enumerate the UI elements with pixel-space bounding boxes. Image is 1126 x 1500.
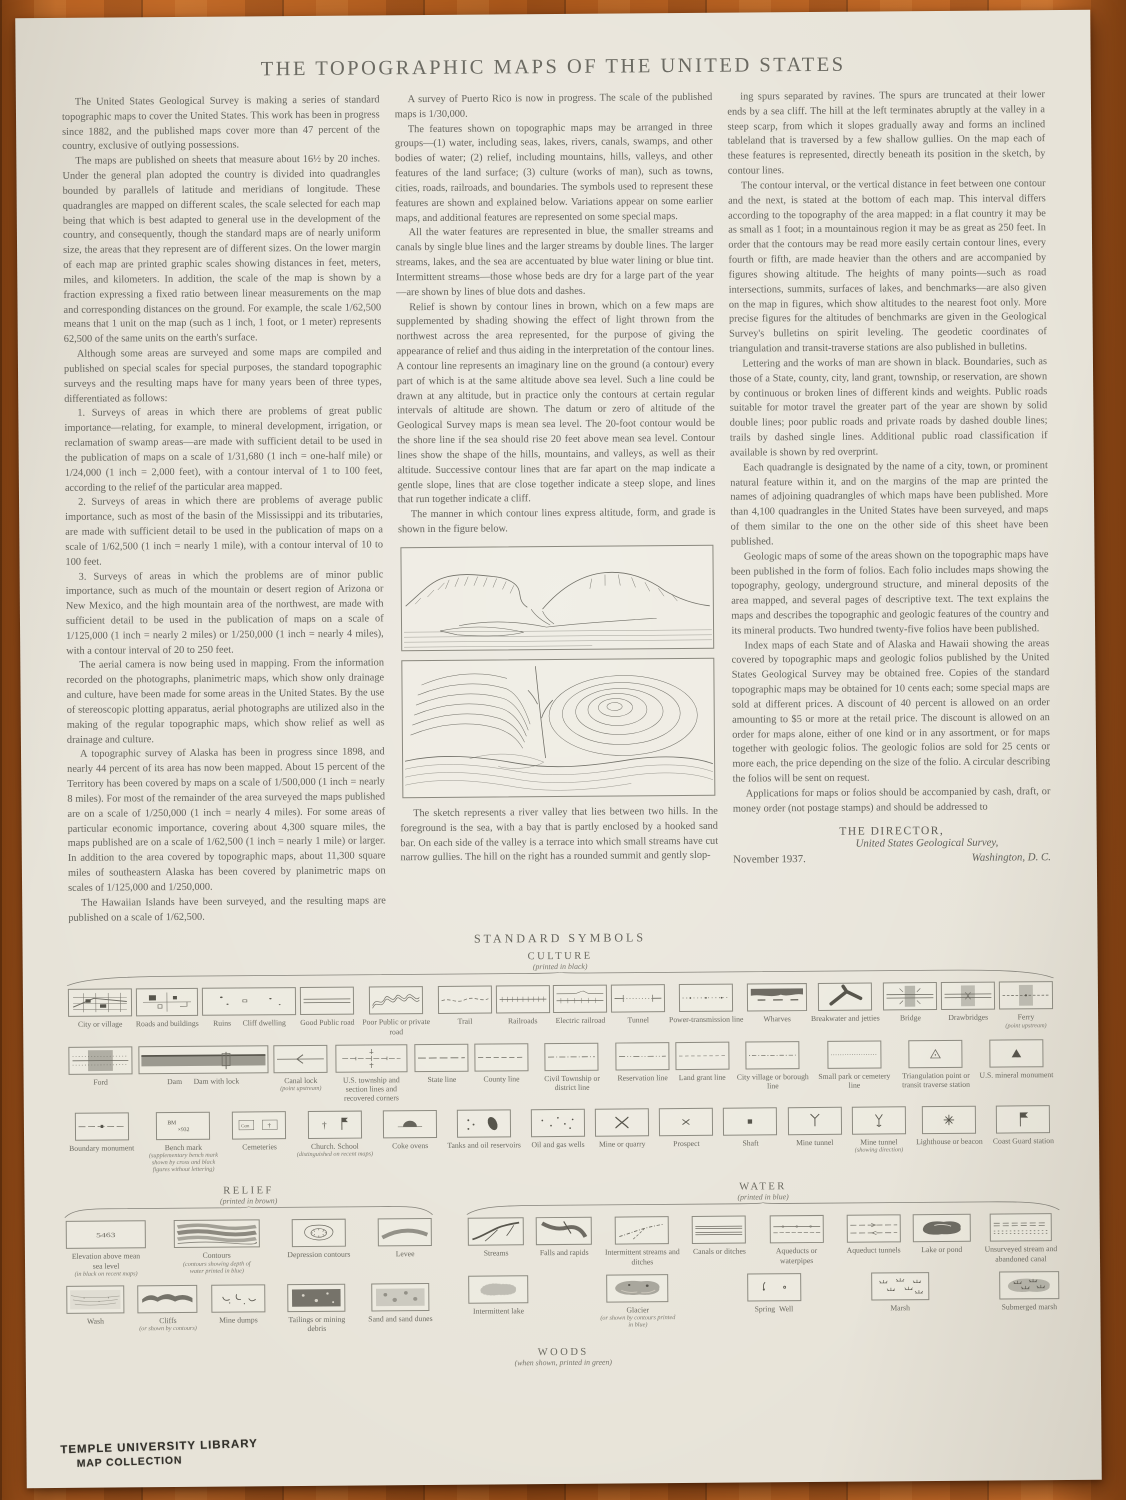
woods-section-subtitle: (when shown, printed in green)	[514, 1357, 613, 1368]
symbol-label: Railroads	[507, 1016, 538, 1026]
text-columns	[16, 88, 1097, 927]
symbol-cell	[535, 1217, 593, 1258]
symbol-label: Land grant line	[678, 1072, 726, 1082]
symbol-label: Mine or quarry	[598, 1139, 646, 1149]
symbol-cell	[278, 1283, 356, 1333]
valley-sketch-figure	[400, 545, 714, 651]
triangle-open-icon	[909, 1039, 963, 1067]
relief-water-sections	[24, 1174, 1100, 1343]
paragraph: 2. Surveys of areas in which there are problems of average public importance, such as most of the basin of the Mississippi and its tributaries, are made with sufficient detail to be used in the publication of maps on a scale of 1/62,500 (1 inch = nearly 1 mile), with a contour interval of 10 to 100 feet.	[65, 494, 384, 568]
symbol-label: Contours	[202, 1251, 231, 1261]
prospect-icon	[659, 1108, 713, 1136]
symbol-note: (distinguished on recent maps)	[296, 1150, 374, 1159]
symbol-cell	[272, 1044, 328, 1092]
ruins-dots-icon	[202, 988, 296, 1017]
cliffs-icon	[138, 1285, 198, 1313]
paragraph: The sketch represents a river valley that lies between two hills. In the foreground is the sea, with a bay that is partly enclosed by a hooked sand bar. On each side of the valley is a terrace into which small streams have cut narrow gullies. The hill on the right has a rounded summit and gently slop-	[400, 805, 719, 864]
aqueduct-tunnel-icon	[846, 1215, 900, 1243]
symbol-cell	[137, 1045, 269, 1086]
symbol-label: Sand and sand dunes	[368, 1313, 433, 1324]
symbol-note: (or shown by contours printed in blue)	[600, 1313, 676, 1329]
symbol-cell	[786, 1107, 842, 1148]
paragraph: ing spurs separated by ravines. The spurs are truncated at their lower ends by a sea cliff. The hill at the left terminates abruptly at the valley in a steep scarp, from which it slopes gradually away and forms an inclined tableland that is traversed by a few shallow gullies. On the map each of these features is represented, directly beneath its position in the sketch, by contour lines.	[727, 89, 1046, 177]
buildings-icon	[136, 988, 198, 1016]
symbol-cell	[552, 985, 608, 1026]
paragraph: The manner in which contour lines express altitude, form, and grade is shown in the figure below.	[397, 506, 716, 536]
dashdotdot-line-icon	[615, 1042, 669, 1070]
paragraph: Lettering and the works of man are shown in black. Boundaries, such as those of a State, county, city, land grant, township, or reservation, are shown by continuous or broken lines of different kinds and weights. Public roads suitable for motor travel the greater part of the year are shown by solid double lines; poor public roads and private roads by dashed double lines; trails by dashed single lines. Additional public road classification if available is shown by red overprint.	[729, 356, 1048, 459]
culture-section	[23, 947, 1100, 1174]
symbol-cell	[734, 1041, 812, 1091]
symbol-label: Lighthouse or beacon	[916, 1136, 983, 1147]
director-name: THE DIRECTOR,	[839, 824, 945, 838]
paragraph: Applications for maps or folios should be accompanied by cash, draft, or money order (not postage stamps) and should be addressed to	[732, 786, 1051, 815]
symbol-label: Bridge	[899, 1013, 921, 1023]
symbol-label: Electric railroad	[555, 1016, 606, 1026]
railroad-icon	[495, 986, 549, 1014]
svg-text:×932: ×932	[178, 1126, 190, 1134]
symbol-label: State line	[427, 1074, 457, 1084]
symbol-cell	[414, 1043, 470, 1084]
mine-dumps-icon	[211, 1284, 265, 1312]
place-line: Washington, D. C.	[971, 850, 1051, 864]
symbol-cell	[594, 1108, 650, 1149]
boundary-monument-icon	[74, 1112, 128, 1140]
contours-shaded-icon	[173, 1220, 259, 1249]
coke-ovens-icon	[383, 1110, 437, 1138]
symbol-cell	[467, 1218, 525, 1259]
dam-icon	[138, 1045, 268, 1074]
symbol-label: Prospect	[673, 1138, 700, 1148]
intermit-streams-icon	[615, 1217, 669, 1245]
symbol-label: Mine tunnel	[796, 1137, 834, 1148]
symbol-cell	[446, 1109, 522, 1150]
elevation-number-icon	[66, 1221, 146, 1250]
date-place-line	[733, 851, 1051, 865]
woods-section-title: WOODS	[537, 1346, 589, 1359]
symbol-cell	[845, 1215, 901, 1256]
symbol-cell	[882, 983, 938, 1024]
symbol-label: Power-transmission line	[669, 1015, 744, 1025]
text-column-2	[395, 91, 719, 924]
sand-dunes-icon	[371, 1283, 429, 1311]
text-column-3	[727, 88, 1051, 921]
symbol-cell	[231, 1111, 287, 1152]
symbol-note: (or shown by contours)	[139, 1324, 197, 1333]
symbol-cell	[143, 1112, 223, 1174]
paragraph: The United States Geological Survey is making a series of standard topographic maps to cover the United States. This work has been in progress since 1882, and the published maps cover more than 47 percent of the country, exclusive of outlying possessions.	[61, 94, 380, 153]
symbol-cell	[998, 1271, 1060, 1312]
section-lines-icon	[335, 1044, 407, 1073]
culture-section-subtitle: (printed in black)	[532, 961, 588, 972]
brace-icon	[65, 1205, 433, 1218]
ford-icon	[68, 1046, 132, 1075]
page-title: THE TOPOGRAPHIC MAPS OF THE UNITED STATES	[260, 53, 846, 81]
symbol-label: Church. School	[310, 1141, 359, 1151]
symbol-cell	[210, 1284, 266, 1325]
paragraph: A survey of Puerto Rico is now in progress. The scale of the published maps is 1/30,000.	[394, 91, 713, 121]
symbol-note: (in black on recent maps)	[74, 1269, 138, 1278]
symbol-cell	[870, 1272, 930, 1313]
lighthouse-icon	[922, 1106, 976, 1134]
tanks-icon	[457, 1109, 511, 1137]
aqueduct-icon	[769, 1215, 823, 1243]
symbol-cell	[67, 1046, 133, 1087]
water-section-subtitle: (printed in blue)	[737, 1192, 789, 1202]
symbol-row	[67, 982, 1054, 1039]
symbol-label: U.S. township and section lines and recovered corners	[342, 1074, 400, 1103]
symbol-label: Shaft	[742, 1138, 759, 1148]
stamp-line-2: MAP COLLECTION	[76, 1454, 183, 1470]
symbol-cell	[295, 1110, 374, 1158]
symbol-label: Civil Township or district line	[544, 1073, 600, 1092]
fine-dot-line-icon	[827, 1040, 881, 1068]
wharves-icon	[747, 984, 807, 1012]
mine-tunnel-icon	[787, 1107, 841, 1135]
symbol-label: Good Public road	[300, 1018, 355, 1028]
symbol-cell	[982, 1214, 1060, 1264]
symbol-cell	[172, 1220, 260, 1275]
library-stamp	[60, 1438, 258, 1470]
symbol-cell	[533, 1042, 611, 1092]
svg-text:†: †	[268, 1122, 272, 1130]
symbol-label: Oil and gas wells	[531, 1139, 585, 1150]
symbol-cell	[722, 1107, 778, 1148]
survey-name: United States Geological Survey,	[855, 836, 999, 850]
symbol-cell	[998, 982, 1054, 1030]
unsurveyed-icon	[990, 1214, 1052, 1242]
symbol-label: Roads and buildings	[135, 1019, 199, 1029]
symbol-label: Tanks and oil reservoirs	[447, 1140, 521, 1150]
symbol-cell	[668, 984, 745, 1025]
symbol-note: (supplementary bench mark shown by cross and black figures without lettering)	[148, 1151, 219, 1174]
symbol-label: Streams	[483, 1248, 509, 1259]
symbol-label: Drawbridges	[948, 1013, 989, 1023]
symbol-row	[65, 1283, 434, 1335]
svg-text:†: †	[321, 1121, 327, 1132]
paragraph: The contour interval, or the vertical distance in feet between one contour and the next, is stated at the bottom of each map. This interval differs according to the topography of the area mapped: in a flat country it may be as small as 1 foot; in a mountainous region it may be as great as 250 feet. In order that the contours may be read more easily certain contour lines, every fourth or fifth, are made heavier than the others and are accompanied by figures showing altitude. The heights of many points—such as road intersections, summits, surfaces of lakes, and benchmarks—are also given on the map in figures, which show altitudes to the nearest foot only. More precise figures for the altitudes of benchmarks are given in the Geological Survey's bulletins on spirit leveling. The geodetic coordinates of triangulation and transit-traverse stations are also published in bulletins.	[728, 178, 1047, 355]
symbol-row	[467, 1214, 1060, 1268]
paragraph: The maps are published on sheets that measure about 16½ by 20 inches. Under the general plan adopted the country is divided into quadrangles bounded by parallels of latitude and meridians of longitude. These quadrangles are mapped on different scales, the scale selected for each map being that which is best adapted to general use in the development of the country, and consequently, though the standard maps are of nearly uniform size, the areas that they represent are of different sizes. On the lower margin of each map are printed graphic scales showing distances in feet, meters, miles, and kilometers. In addition, the scale of the map is shown by a fraction expressing a fixed ratio between linear measurements on the map and corresponding distances on the ground. For example, the scale 1/62,500 means that 1 unit on the map (such as 1 inch, 1 foot, or 1 meter) represents 62,500 of the same units on the earth's surface.	[62, 153, 382, 346]
symbol-cell	[940, 982, 996, 1023]
woods-heading	[26, 1343, 1101, 1372]
date-line: November 1937.	[733, 852, 806, 866]
symbol-label: Small park or cemetery line	[818, 1071, 891, 1090]
symbol-cell	[851, 1106, 907, 1154]
symbol-label: Cemeteries	[242, 1142, 277, 1152]
symbol-note: (point upstream)	[1005, 1021, 1047, 1030]
symbol-cell	[757, 1215, 835, 1265]
drawbridge-icon	[941, 982, 995, 1010]
symbol-label: Aqueduct tunnels	[846, 1245, 901, 1256]
symbol-cell	[473, 1043, 529, 1084]
symbol-label: Mine tunnel	[860, 1137, 898, 1147]
symbol-cell	[597, 1274, 677, 1329]
symbol-label: Aqueducts or waterpipes	[775, 1246, 818, 1265]
symbol-label: Tunnel	[627, 1015, 650, 1025]
symbol-cell	[911, 1214, 971, 1255]
symbol-cell	[201, 988, 297, 1029]
symbol-label: Submerged marsh	[1001, 1301, 1058, 1312]
symbol-label: Reservation line	[617, 1072, 668, 1083]
symbol-label: Ruins Cliff dwelling	[213, 1018, 286, 1029]
trail-line-icon	[438, 986, 492, 1014]
paragraph: The Hawaiian Islands have been surveyed, and the resulting maps are published on a scale of 1/62,500.	[68, 895, 386, 924]
symbol-cell	[467, 1275, 529, 1316]
symbol-label: Dam Dam with lock	[167, 1076, 240, 1086]
stamp-line-1: TEMPLE UNIVERSITY LIBRARY	[60, 1437, 258, 1457]
symbol-cell	[614, 1042, 670, 1083]
symbol-cell	[746, 1273, 802, 1314]
symbol-label: Ford	[93, 1077, 108, 1087]
symbol-cell	[357, 986, 435, 1036]
text-column-1	[62, 93, 386, 926]
symbol-cell	[992, 1105, 1055, 1146]
paragraph: Index maps of each State and of Alaska and Hawaii showing the areas covered by topographic maps and geologic folios published by the United States Geological Survey may be obtained free. Copies of the standard topographic maps may be obtained for 10 cents each; some special maps are sold at different prices. A discount of 40 percent is allowed on an order amounting to $5 or more at the retail price. The discount is allowed on an order for maps alone, either of one kind or in any assortment, or for maps together with geologic folios. The geologic folios are sold for 25 cents or more each, the price depending on the size of the folio. A circular describing the folios will be sent on request.	[731, 637, 1051, 785]
symbol-cell	[897, 1039, 975, 1089]
paragraph: Although some areas are surveyed and some maps are compiled and published on special scales for special purposes, the standard topographic surveys and the resulting maps have for many years been of three types, differentiated as follows:	[63, 346, 382, 405]
symbol-cell	[746, 984, 808, 1025]
dot-dash-line-icon	[746, 1041, 800, 1069]
bench-mark-icon	[156, 1112, 210, 1140]
symbol-label: Wash	[86, 1316, 104, 1326]
county-line-icon	[474, 1043, 528, 1071]
oil-wells-icon	[531, 1109, 585, 1137]
state-line-icon	[415, 1043, 469, 1071]
canal-lock-icon	[273, 1044, 327, 1072]
triangle-filled-icon	[989, 1039, 1043, 1067]
depression-contours-icon	[292, 1219, 346, 1247]
symbol-label: Marsh	[890, 1302, 911, 1313]
symbol-label: Trail	[457, 1017, 473, 1027]
cemeteries-icon	[232, 1111, 286, 1139]
bridge-icon	[883, 983, 937, 1011]
symbol-label: Depression contours	[287, 1250, 351, 1260]
paragraph: Each quadrangle is designated by the name of a city, town, or prominent natural feature within it, and on the margins of the map are printed the names of adjoining quadrangles of which maps have been published. More than 4,100 quadrangles in the United States have been surveyed, and maps of them similar to the one on the other side of this sheet have been published.	[730, 459, 1049, 548]
symbol-row	[65, 1218, 434, 1277]
symbol-cell	[68, 1112, 135, 1153]
paragraph: A topographic survey of Alaska has been in progress since 1898, and nearly 44 percent of its area has now been mapped. About 15 percent of the Territory has been covered by maps on a scale of 1/500,000 (1 inch = nearly 8 miles). For most of the remainder of the area surveyed the maps published are on a scale of 1/250,000 (1 inch = nearly 4 miles). For some areas of particular economic importance, covering about 4,300 square miles, the maps published are on a scale of 1/62,500 (1 inch = nearly 1 mile) or larger. In addition to the area covered by topographic maps, about 11,300 square miles of southeastern Alaska has been covered by planimetric maps on scales of 1/125,000 and 1/250,000.	[67, 746, 386, 894]
symbol-label: Boundary monument	[69, 1143, 135, 1153]
symbol-label: Poor Public or private road	[362, 1017, 431, 1036]
symbol-cell	[67, 989, 133, 1030]
submerged-marsh-icon	[999, 1271, 1059, 1299]
church-school-icon	[308, 1110, 362, 1138]
electric-railroad-icon	[553, 985, 607, 1013]
relief-section-subtitle: (printed in brown)	[219, 1196, 278, 1206]
shaft-icon	[723, 1107, 777, 1135]
svg-text:BM: BM	[167, 1120, 177, 1127]
paragraph: All the water features are represented in blue, the smaller streams and canals by single blue lines and the larger streams by double lines. The larger streams, lakes, and the sea are accentuated by blue water lining or blue tint. Intermittent streams—those whose beds are dry for a large part of the year—are shown by lines of blue dots and dashes.	[395, 225, 714, 299]
symbol-label: City or village	[77, 1019, 123, 1030]
levee-icon	[378, 1218, 432, 1246]
symbol-label: Mine dumps	[219, 1315, 258, 1325]
symbol-label: Unsurveyed stream and abandoned canal	[984, 1244, 1058, 1264]
symbol-label: Breakwater and jetties	[810, 1013, 880, 1024]
tailings-icon	[288, 1283, 346, 1311]
dashdot-line-icon	[545, 1042, 599, 1070]
lake-icon	[912, 1214, 970, 1242]
symbol-cell	[377, 1218, 433, 1259]
symbol-label: Spring Well	[754, 1303, 794, 1314]
symbol-cell	[137, 1285, 199, 1333]
symbol-cell	[286, 1219, 351, 1260]
symbol-cell	[691, 1216, 747, 1257]
symbol-cell	[978, 1039, 1054, 1080]
symbol-cell	[915, 1106, 984, 1147]
symbol-label: Ferry	[1017, 1012, 1035, 1022]
symbol-label: Wharves	[763, 1014, 791, 1024]
paragraph: The aerial camera is now being used in mapping. From the information recorded on the photographs, planimetric maps, which show only drainage and culture, have been made for some areas in the United States. By the use of stereoscopic plotting apparatus, aerial photographs are utilized also in the making of the regular topographic maps, which show relief as well as drainage and culture.	[66, 657, 385, 746]
culture-section-title: CULTURE	[527, 951, 593, 963]
symbol-note: (point upstream)	[280, 1084, 322, 1092]
symbol-cell	[674, 1041, 730, 1082]
mine-quarry-icon	[595, 1108, 649, 1136]
symbol-cell	[494, 986, 550, 1027]
ferry-icon	[999, 982, 1053, 1010]
symbol-cell	[658, 1108, 714, 1149]
svg-text:5463: 5463	[96, 1232, 116, 1240]
symbol-cell	[437, 986, 493, 1027]
symbol-label: Intermittent lake	[472, 1305, 525, 1316]
symbol-cell	[135, 988, 200, 1029]
symbol-label: U.S. mineral monument	[979, 1069, 1054, 1080]
symbol-cell	[332, 1044, 410, 1103]
paragraph: The features shown on topographic maps may be arranged in three groups—(1) water, including seas, lakes, rivers, canals, swamps, and other bodies of water; (2) relief, including mountains, hills, valleys, and other features of the land surface; (3) culture (works of man), such as towns, cities, roads, railroads, and boundaries. The symbols used to represent these features are shown and explained below. Variations appear on some earlier maps, and additional features are represented on some special maps.	[394, 121, 714, 224]
symbol-label: Bench mark	[164, 1142, 203, 1152]
city-map-icon	[68, 989, 132, 1018]
symbol-cell	[530, 1109, 586, 1150]
symbol-note: (showing direction)	[854, 1146, 904, 1154]
marsh-icon	[871, 1272, 929, 1300]
paragraph: Geologic maps of some of the areas shown on the topographic maps have been published in the form of folios. Each folio includes maps showing the topography, geology, underground structure, and mineral deposits of the area mapped, and several pages of descriptive text. The text explains the maps and describes the topographic and geologic features of the country and its mineral products. Two hundred twenty-five folios have been published.	[730, 548, 1050, 637]
water-section-title: WATER	[739, 1181, 787, 1193]
symbol-cell	[382, 1110, 438, 1151]
symbol-row	[68, 1105, 1055, 1174]
double-line-icon	[300, 987, 354, 1015]
symbol-cell	[65, 1285, 125, 1326]
wavy-road-icon	[369, 987, 423, 1015]
symbol-label: Canal lock	[284, 1075, 318, 1085]
standard-symbols-heading: STANDARD SYMBOLS	[473, 930, 647, 947]
glacier-icon	[606, 1274, 668, 1302]
tunnel-icon	[611, 985, 665, 1013]
canal-lines-icon	[692, 1216, 746, 1244]
water-section	[467, 1174, 1061, 1339]
symbol-cell	[603, 1216, 681, 1266]
symbol-label: Coast Guard station	[992, 1135, 1054, 1146]
falls-icon	[536, 1217, 592, 1245]
symbol-cell	[299, 987, 356, 1028]
symbol-label: Levee	[395, 1249, 415, 1259]
symbol-label: Triangulation point or transit traverse station	[902, 1070, 970, 1090]
relief-section	[64, 1179, 433, 1342]
contour-map-figure	[401, 658, 716, 798]
symbol-label: Lake or pond	[921, 1245, 963, 1255]
symbol-label: County line	[483, 1073, 520, 1084]
symbol-label: Intermittent streams and ditches	[604, 1247, 680, 1266]
symbol-cell	[610, 985, 666, 1026]
paragraph: 3. Surveys of areas in which the problems are of minor public importance, such as much of the mountain or desert region of Arizona or New Mexico, and the high mountain area of the northwest, are made with sufficient detail to be used in the publication of maps on a scale of 1/125,000 (1 inch = nearly 2 miles) or 1/250,000 (1 inch = nearly 4 miles), with a contour interval of 20 to 250 feet.	[65, 568, 384, 657]
symbol-cell	[815, 1040, 893, 1090]
streams-icon	[468, 1218, 524, 1246]
intermit-lake-icon	[468, 1275, 528, 1303]
symbol-label: Glacier	[626, 1304, 650, 1315]
symbol-label: Falls and rapids	[539, 1248, 589, 1258]
relief-section-title: RELIEF	[223, 1185, 274, 1197]
paper-sheet	[15, 10, 1102, 1488]
paragraph: Relief is shown by contour lines in brown, which on a few maps are supplemented by shading showing the effect of light thrown from the northwest across the area represented, for the purpose of giving the appearance of relief and thus aiding in the interpretation of the contour lines. A contour line represents an imaginary line on the ground (a contour) every part of which is at the same altitude above sea level. Such a line could be drawn at any altitude, but in practice only the contours at certain regular intervals of altitude are shown. The datum or zero of altitude of the Geological Survey maps is mean sea level. The 20-foot contour would be the shore line if the sea should rise 20 feet above mean sea level. Contour lines show the shape of the hills, mountains, and valleys, as well as their altitude. Successive contour lines that are far apart on the map indicate a gentle slope, lines that are close together indicate a steep slope, and lines that run together indicate a cliff.	[396, 299, 716, 506]
wash-icon	[66, 1285, 124, 1313]
symbol-label: Canals or ditches	[692, 1246, 746, 1257]
svg-text:Cem: Cem	[241, 1123, 250, 1129]
spring-well-icon	[747, 1273, 801, 1301]
symbol-cell	[65, 1221, 147, 1278]
symbol-note: (contours showing depth of water printed in blue)	[182, 1259, 251, 1275]
coast-guard-icon	[996, 1105, 1050, 1133]
symbol-label: City village or borough line	[736, 1071, 809, 1091]
symbol-row	[467, 1271, 1060, 1330]
symbol-label: Coke ovens	[392, 1140, 429, 1151]
symbol-label: Cliffs	[159, 1315, 177, 1325]
mine-tunnel-dir-icon	[852, 1106, 906, 1134]
symbol-cell	[367, 1283, 434, 1324]
breakwater-icon	[818, 983, 872, 1011]
symbol-label: Tailings or mining debris	[288, 1314, 346, 1333]
power-line-icon	[679, 984, 733, 1012]
symbol-label: Elevation above mean sea level	[71, 1251, 141, 1271]
symbol-cell	[810, 983, 881, 1024]
symbol-row	[67, 1039, 1054, 1105]
paragraph: 1. Surveys of areas in which there are problems of great public importance—relating, for example, to mineral development, irrigation, or reclamation of swamp areas—are made with sufficient detail to be used in the publication of maps on a scale of 1/31,680 (1 inch = one-half mile) or 1/24,000 (1 inch = 2,000 feet), with a contour interval of 1 to 100 feet, according to the relief of the particular area mapped.	[64, 405, 383, 494]
dash-line-light-icon	[675, 1041, 729, 1069]
